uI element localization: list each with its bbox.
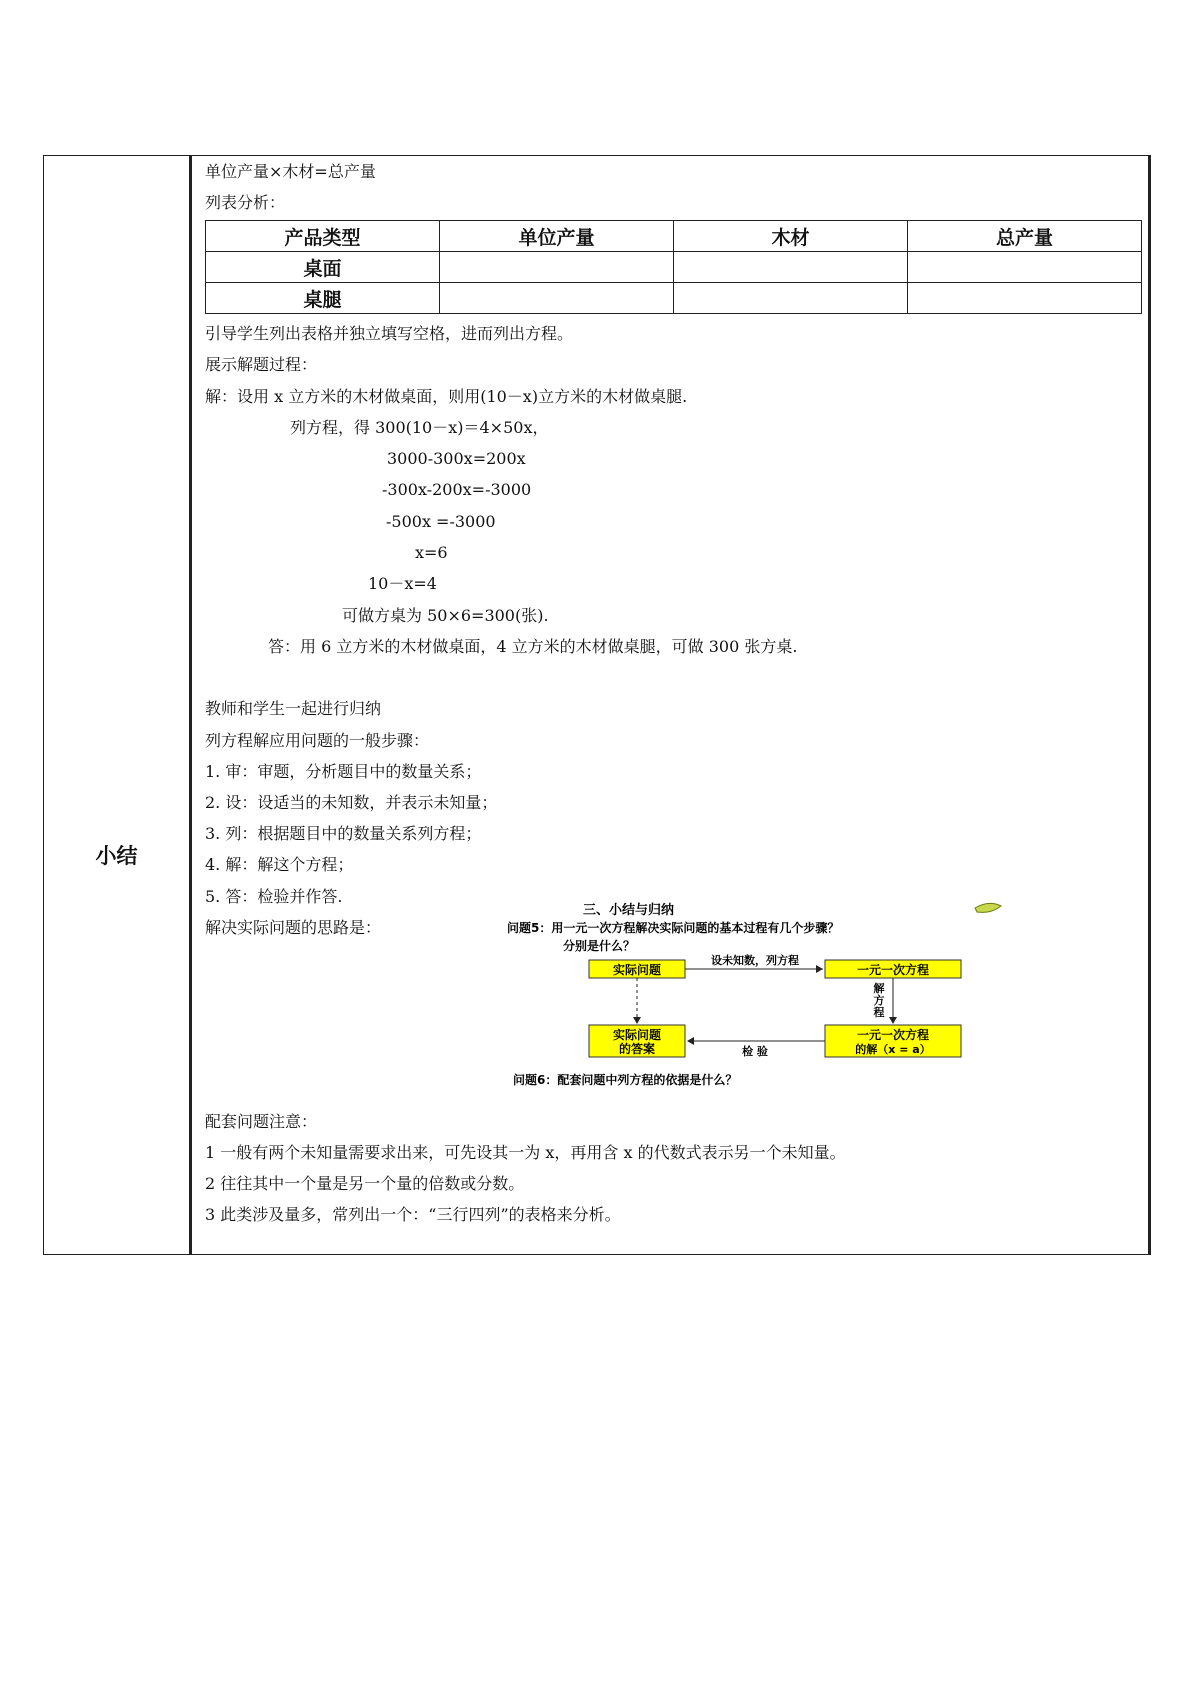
table-cell: 桌面 xyxy=(206,252,440,283)
arrow-check-label: 检 验 xyxy=(742,1045,768,1058)
equation-line: x=6 xyxy=(415,543,448,562)
arrow-down-head xyxy=(889,1017,897,1024)
arrow-solve-2: 方 xyxy=(873,994,885,1007)
table-row xyxy=(206,252,1142,283)
notes-title: 配套问题注意： xyxy=(205,1112,318,1131)
arrow-set-unknown-label: 设未知数，列方程 xyxy=(711,954,799,967)
table-cell xyxy=(440,252,674,283)
formula-line: 单位产量×木材=总产量 xyxy=(205,162,376,181)
approach-text: 解决实际问题的思路是： xyxy=(205,918,382,937)
box-answer-line1: 实际问题 xyxy=(612,1028,662,1042)
process-diagram xyxy=(505,898,1030,1090)
analysis-table xyxy=(205,220,1142,314)
table-header: 总产量 xyxy=(908,221,1142,252)
table-header: 单位产量 xyxy=(440,221,674,252)
leaf-icon xyxy=(975,903,1001,912)
table-cell: 桌腿 xyxy=(206,283,440,314)
steps-title: 列方程解应用问题的一般步骤： xyxy=(205,731,430,750)
table-cell xyxy=(908,252,1142,283)
box-linear-equation-label: 一元一次方程 xyxy=(856,963,930,977)
diagram-heading: 三、小结与归纳 xyxy=(583,903,675,918)
arrow-right-head xyxy=(816,965,823,973)
arrow-solve-1: 解 xyxy=(873,982,885,995)
box-solution-line2: 的解（x = a） xyxy=(855,1043,931,1056)
step-item: 5. 答：检验并作答. xyxy=(205,887,343,906)
question-5-line2: 分别是什么？ xyxy=(563,939,636,953)
equation-line: 列方程，得 300(10－x)＝4×50x， xyxy=(290,418,549,437)
equation-line: 3000-300x=200x xyxy=(387,449,526,468)
section-label: 小结 xyxy=(95,844,138,868)
show-process: 展示解题过程： xyxy=(205,355,318,374)
equation-line: -300x-200x=-3000 xyxy=(382,480,532,499)
note-item: 3 此类涉及量多，常列出一个：“三行四列”的表格来分析。 xyxy=(205,1205,621,1224)
table-row xyxy=(206,283,1142,314)
step-item: 3. 列：根据题目中的数量关系列方程； xyxy=(205,824,482,843)
note-item: 2 往往其中一个量是另一个量的倍数或分数。 xyxy=(205,1174,525,1193)
note-item: 1 一般有两个未知量需要求出来，可先设其一为 x，再用含 x 的代数式表示另一个未知量。 xyxy=(205,1143,846,1162)
step-item: 2. 设：设适当的未知数，并表示未知量； xyxy=(205,793,498,812)
equation-line: 可做方桌为 50×6=300(张). xyxy=(342,606,549,625)
table-cell xyxy=(440,283,674,314)
box-actual-problem-label: 实际问题 xyxy=(612,963,662,977)
dashed-arrow-head xyxy=(633,1017,641,1024)
step-item: 4. 解：解这个方程； xyxy=(205,855,354,874)
answer-line: 答：用 6 立方米的木材做桌面，4 立方米的木材做桌腿，可做 300 张方桌. xyxy=(268,637,798,656)
table-cell xyxy=(674,283,908,314)
table-cell xyxy=(908,283,1142,314)
box-solution-line1: 一元一次方程 xyxy=(856,1028,930,1042)
arrow-solve-3: 程 xyxy=(873,1006,885,1019)
table-header: 产品类型 xyxy=(206,221,440,252)
box-answer-line2: 的答案 xyxy=(618,1042,656,1056)
question-6: 问题6：配套问题中列方程的依据是什么？ xyxy=(513,1073,738,1087)
guide-text: 引导学生列出表格并独立填写空格，进而列出方程。 xyxy=(205,324,574,343)
arrow-left-head xyxy=(687,1037,694,1045)
equation-line: 10－x=4 xyxy=(368,574,437,593)
table-cell xyxy=(674,252,908,283)
table-intro: 列表分析： xyxy=(205,193,286,212)
table-header-row xyxy=(206,221,1142,252)
step-item: 1. 审：审题，分析题目中的数量关系； xyxy=(205,762,482,781)
question-5-line1: 问题5：用一元一次方程解决实际问题的基本过程有几个步骤？ xyxy=(507,921,840,935)
summary-intro: 教师和学生一起进行归纳 xyxy=(205,699,382,718)
section-label-cell xyxy=(44,156,192,1254)
solution-setup: 解：设用 x 立方米的木材做桌面，则用(10－x)立方米的木材做桌腿. xyxy=(205,387,688,406)
table-header: 木材 xyxy=(674,221,908,252)
equation-line: -500x =-3000 xyxy=(386,512,496,531)
